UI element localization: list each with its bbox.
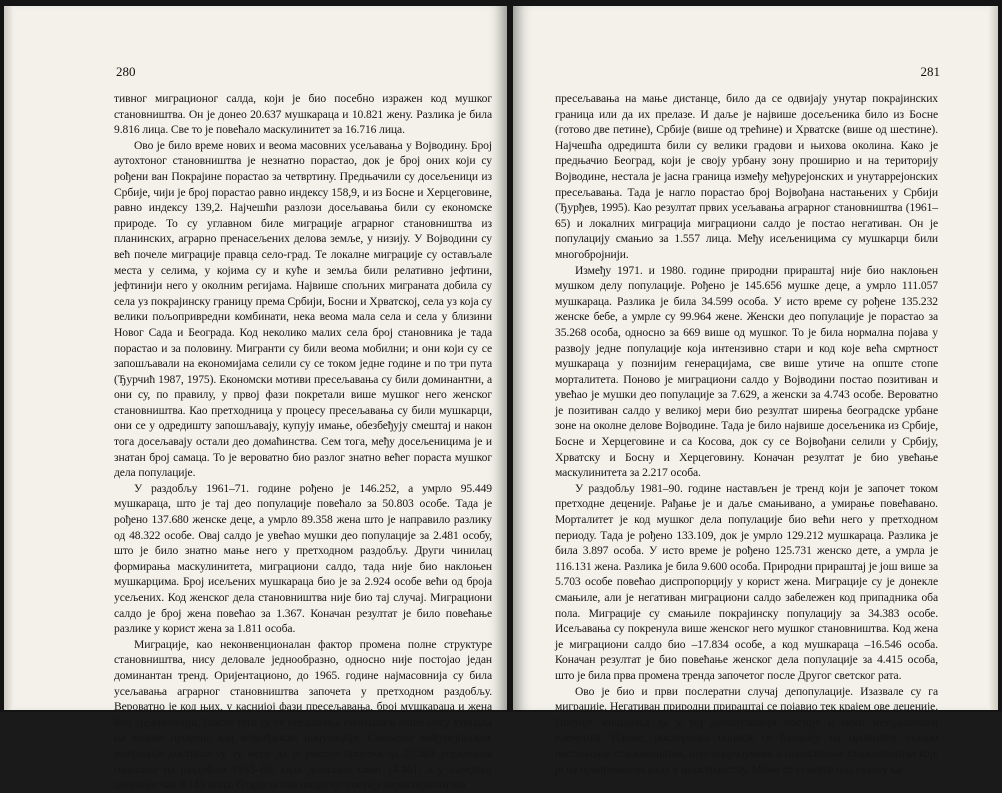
right-page (513, 6, 998, 776)
paragraph: У раздобљу 1961–71. године рођено је 146.252, а умрло 95.449 мушкараца, што је тај део популације повећало за 50.803 особе. Тада је рођено 137.680 женске деце, а умрло 89.358 жена што је направило разлику од 48.322 особе. Овај салдо је увећао мушки део популације за 2.481 особу, што је било знатно мање него у претходном раздобљу. Други чинилац формирања маскулинитета, миграциони салдо, тада није био наклоњен мушкарцима. Број исељених мушкараца био је за 2.924 особе већи од броја усељених. Код женског дела становништва није био тај случај. Миграциони салдо је број жена повећао за 1.367. Коначан резултат је било повећање разлике у корист жена за 1.811 особа. (114, 481, 492, 636)
paragraph: Ово је било време нових и веома масовних усељавања у Војводину. Број аутохтоног становништва је незнатно порастао, док је број оних који су рођени ван Покрајине порастао за четвртину. Предњачили су досељеници из Србије, чији је број порастао равно индексу 158,9, и из Босне и Херцеговине, равно индексу 139,2. Најчешћи разлози досељавања били су економске природе. То су углавном биле миграције аграрног становништва из планинских, аграрно пренасељених делова земље, у низију. У Војводини су већ почеле миграције правца село-град. Те локалне миграције су остављале места у селима, у којима су и куће и земља били релативно јефтини, јефтинији него у околним регијама. Највише спољних миграната добила су села уз покрајинску границу према Србији, Босни и Хрватској, села уз која су велики пољопривредни комбинати, нека веома мала села и села у близини Новог Сада и Београда. Код неколико малих села број становника је тада порастао и за половину. Мигранти су били веома мобилни; и они који су се запошљавали на економијама селили су се током једне године и по три пута (Ђурчић 1987, 1975). Економски мотиви пресељавања су били доминантни, а они су, по правилу, у првој фази покретали више мушког него женског становништва. Као претходница у процесу пресељавања су били мушкарци, они се у одредишту запошљавају, купују имање, обезбеђују смештај и након тога досељавају остали део домаћинства. Сем тога, међу досељеницима је и знатан број самаца. То је вероватно био разлог знатно већег пораста мушког дела популације. (114, 138, 492, 480)
page-number-right: 281 (920, 64, 940, 79)
paragraph: Ово је био и први послератни случај депопулације. Изазвале су га миграције. Негативан природни прираштај се појавио тек крајем ове деценије. Постоје мишљења да у тој депопулацији постоје и неки методолошки елементи. Наиме, послератни пописи се базирају на принципу стално настањеног становништва, што подразумева и пописивање становништва које је на привременом раду у иностранству. Може се ставити под сумњу ка- (555, 684, 938, 776)
right-page-text (555, 91, 938, 777)
paragraph: тивног миграционог салда, који је био посебно изражен код мушког становништва. Он је донео 20.637 мушкараца и 10.821 жену. Разлика је била 9.816 лица. Све то је повећало маскулинитет за 16.716 лица. (114, 92, 492, 137)
left-page-text (114, 91, 492, 793)
paragraph: пресељавања на мање дистанце, било да се одвијају унутар покрајинских граница или да их прелазе. И даље је највише досељеника било из Босне (готово две петине), Србије (више од трећине) и Хрватске (више од шестине). Најчешћа одредишта били су велики градови и њихова околина. Како је предњачио Београд, који је своју урбану зону проширио и на територију Војводине, нестала је јасна граница између међурејонских и унутаррејонских пресељавања. Тада је нагло порастао број Војвођана настањених у Србији (Ђурђев, 1995). Као резултат првих усељавања аграрног становништва (1961–65) и локалних миграција миграциони салдо је постао негативан. Он је популацију смањио за 1.557 лица. Међу исељеницима су мушкарци били многобројнији. (555, 92, 938, 261)
paragraph: У раздобљу 1981–90. године настављен је тренд који је започет током претходне деценије. Рађање је и даље смањивано, а умирање повећавано. Морталитет је код мушког дела популације био већи него у претходном периоду. Тада је рођено 133.109, док је умрло 129.212 мушкараца. Разлика је била 3.897 особа. У исто време је рођено 125.731 женско дете, а умрла је 116.131 жена. Разлика је била 9.600 особа. Природни прираштај је још више за 5.703 особе повећао диспропорцију у корист жена. Миграције су је донекле смањиле, али је негативан миграциони салдо забележен код припадника оба пола. Миграције су смањиле покрајинску популацију за 34.383 особе. Исељавања су покренула више женског него мушког становништва. Код жена је миграциони салдо био –17.834 особе, а код мушкараца –16.546 особа. Коначан резултат је био повећање женског дела популације за 4.415 особа, што је била прва промена тренда започетог после Другог светског рата. (555, 481, 938, 682)
paragraph: Између 1971. и 1980. године природни прираштај није био наклоњен мушком делу популације. Рођено је 145.656 мушке деце, а умрло 111.057 мушкараца. Разлика је била 34.599 особа. У исто време су рођене 135.232 женске бебе, а умрле су 99.964 жене. Женски део популације је порастао за 35.268 особа, односно за 669 више од мушког. То је била нормална појава у развоју једне популације која интензивно стари и код које већа смртност мушкараца у познијим генерацијама, све више утиче на опште стопе морталитета. Поново је миграциони салдо у Војводини постао позитиван и увећао је мушки део популације за 7.629, а женски за 4.743 особе. Вероватно је позитиван салдо у великој мери био резултат ширења београдске урбане зоне на околне делове Војводине. Тада је било највише досељеника из Србије, Босне и Херцеговине и са Косова, док су се Војвођани селили у Србију, Хрватску и Босну и Херцеговину. Коначан резултат је био увећање маскулинитета за 2.217 особа. (555, 263, 938, 480)
paragraph: Миграције, као неконвенционалан фактор промена полне структуре становништва, нису деловале једнообразно, односно није постојао један доминантан тренд. Оријентационо, до 1965. године најмасовнија су била усељавања аграрног становништва започета у претходном раздобљу. Вероватно је код њих, у каснијој фази пресељавања, број мушкараца и жена био уједначенији. После тога су се усељавања смањила и више нису утицала на велике промене код војвођанске популације. Смањење међурејонских миграција достигла су ту меру да је уместо просека од 27.303 усељеника годишње из раздобља 1953–60, када долазило само 14.461, а у наредној деценији чак 9.143 лица. Отада за ово подручје постају карактеристична (114, 637, 492, 792)
left-page (4, 6, 507, 792)
page-number-left: 280 (116, 64, 136, 79)
